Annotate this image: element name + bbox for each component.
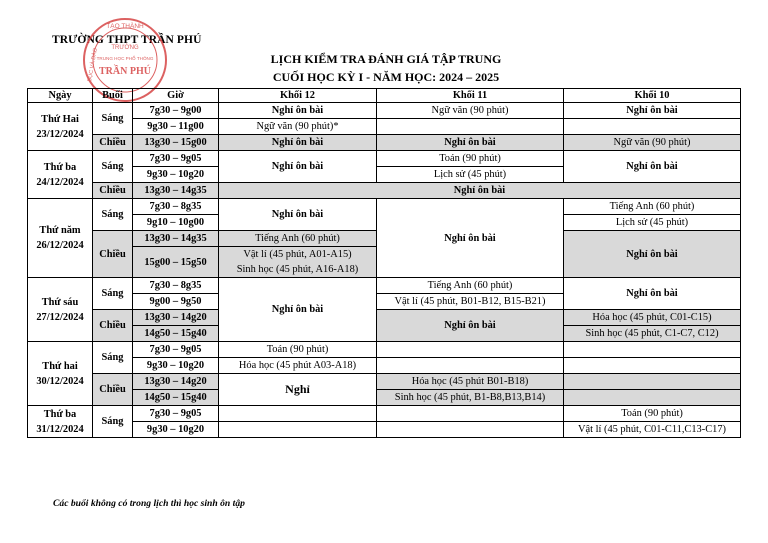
schedule-cell <box>564 358 741 374</box>
day-name: Thứ Hai <box>41 113 79 125</box>
day-name: Thứ năm <box>39 225 81 236</box>
table-row <box>28 310 741 326</box>
schedule-cell: Tiếng Anh (60 phút) <box>377 278 564 294</box>
table-row <box>28 374 741 390</box>
school-name: TRƯỜNG THPT TRẦN PHÚ <box>52 34 202 46</box>
table-row <box>28 103 741 119</box>
schedule-cell: Lịch sử (45 phút) <box>564 215 741 231</box>
time-cell: 13g30 – 14g20 <box>133 374 219 390</box>
day-cell <box>28 151 93 199</box>
table-row <box>28 406 741 422</box>
time-cell: 13g30 – 14g35 <box>133 231 219 247</box>
schedule-cell: Vật lí (45 phút, C01-C11,C13-C17) <box>564 422 741 438</box>
time-cell: 13g30 – 15g00 <box>133 135 219 151</box>
table-row <box>28 151 741 167</box>
session-cell: Sáng <box>93 342 133 374</box>
session-cell: Sáng <box>93 103 133 135</box>
schedule-cell <box>564 119 741 135</box>
day-cell <box>28 342 93 406</box>
schedule-cell: Nghỉ ôn bài <box>377 135 564 151</box>
seal-small-text: TRUNG HỌC PHỔ THÔNG <box>96 56 154 61</box>
schedule-cell: Nghỉ ôn bài <box>377 199 564 278</box>
session-cell: Chiều <box>93 183 133 199</box>
schedule-cell: Hóa học (45 phút, C01-C15) <box>564 310 741 326</box>
table-row <box>28 183 741 199</box>
time-cell: 13g30 – 14g35 <box>133 183 219 199</box>
schedule-cell <box>377 342 564 358</box>
exam-schedule-table <box>27 88 741 438</box>
time-cell: 7g30 – 8g35 <box>133 278 219 294</box>
schedule-cell: Nghỉ ôn bài <box>564 151 741 183</box>
schedule-cell: Nghỉ ôn bài <box>377 310 564 342</box>
schedule-cell: Nghỉ <box>219 374 377 406</box>
day-cell <box>28 278 93 342</box>
schedule-cell: Nghỉ ôn bài <box>564 231 741 278</box>
day-name: Thứ ba <box>43 408 77 420</box>
schedule-cell <box>219 422 377 438</box>
table-row <box>28 135 741 151</box>
schedule-cell: Nghỉ ôn bài <box>219 183 741 199</box>
time-cell: 7g30 – 9g05 <box>133 406 219 422</box>
session-cell: Chiều <box>93 135 133 151</box>
time-cell: 7g30 – 9g05 <box>133 342 219 358</box>
day-name: Thứ hai <box>42 360 78 372</box>
day-name: Thứ sáu <box>41 296 79 308</box>
schedule-cell: Toán (90 phút) <box>564 406 741 422</box>
time-cell: 15g00 – 15g50 <box>133 247 219 278</box>
header-grade-11: Khối 11 <box>377 89 564 103</box>
time-cell: 9g10 – 10g00 <box>133 215 219 231</box>
title-line-2: CUỐI HỌC KỲ I - NĂM HỌC: 2024 – 2025 <box>272 70 500 84</box>
schedule-cell <box>377 119 564 135</box>
seal-name-text: TRẦN PHÚ <box>99 66 151 77</box>
seal-middle-text: TRƯỜNG <box>111 45 139 51</box>
schedule-cell <box>219 406 377 422</box>
table-header-row <box>28 89 741 103</box>
seal-left-text: DỤC VÀ ĐÀO <box>87 47 99 83</box>
time-cell: 9g30 – 10g20 <box>133 422 219 438</box>
day-cell <box>28 406 93 438</box>
schedule-cell: Sinh học (45 phút, B1-B8,B13,B14) <box>377 390 564 406</box>
header-grade-12: Khối 12 <box>219 89 377 103</box>
footnote: Các buổi không có trong lịch thì học sinh ôn tập <box>53 498 245 509</box>
day-cell <box>28 103 93 151</box>
seal-top-text: TẠO THÀNH <box>106 23 144 30</box>
day-date: 27/12/2024 <box>36 311 84 323</box>
session-cell: Chiều <box>93 374 133 406</box>
session-cell: Sáng <box>93 278 133 310</box>
day-date: 24/12/2024 <box>36 176 84 188</box>
table-row <box>28 390 741 406</box>
time-cell: 13g30 – 14g20 <box>133 310 219 326</box>
table-row <box>28 278 741 294</box>
header-session: Buổi <box>93 89 133 103</box>
time-cell: 9g30 – 10g20 <box>133 167 219 183</box>
time-cell: 7g30 – 9g00 <box>133 103 219 119</box>
time-cell: 7g30 – 8g35 <box>133 199 219 215</box>
schedule-cell: Sinh học (45 phút, A16-A18) <box>219 262 377 278</box>
table-row <box>28 422 741 438</box>
table-row <box>28 199 741 215</box>
schedule-cell: Tiếng Anh (60 phút) <box>564 199 741 215</box>
schedule-cell: Nghỉ ôn bài <box>219 151 377 183</box>
time-cell: 14g50 – 15g40 <box>133 390 219 406</box>
day-date: 30/12/2024 <box>36 375 84 387</box>
schedule-cell: Lịch sử (45 phút) <box>377 167 564 183</box>
day-cell <box>28 199 93 278</box>
session-cell: Chiều <box>93 310 133 342</box>
header-grade-10: Khối 10 <box>564 89 741 103</box>
schedule-cell <box>377 422 564 438</box>
schedule-cell: Vật lí (45 phút, B01-B12, B15-B21) <box>377 294 564 310</box>
schedule-cell: Ngữ văn (90 phút)* <box>219 119 377 135</box>
time-cell: 9g30 – 10g20 <box>133 358 219 374</box>
schedule-cell <box>377 406 564 422</box>
schedule-cell: Tiếng Anh (60 phút) <box>219 231 377 247</box>
schedule-cell: Nghỉ ôn bài <box>219 103 377 119</box>
table-row <box>28 342 741 358</box>
time-cell: 9g00 – 9g50 <box>133 294 219 310</box>
day-date: 31/12/2024 <box>36 423 84 435</box>
schedule-cell: Toán (90 phút) <box>219 342 377 358</box>
time-cell: 9g30 – 11g00 <box>133 119 219 135</box>
table-row <box>28 119 741 135</box>
header-time: Giờ <box>133 89 219 103</box>
schedule-cell <box>377 358 564 374</box>
session-cell: Sáng <box>93 406 133 438</box>
time-cell: 14g50 – 15g40 <box>133 326 219 342</box>
schedule-cell <box>564 374 741 390</box>
time-cell: 7g30 – 9g05 <box>133 151 219 167</box>
schedule-cell: Nghỉ ôn bài <box>219 199 377 231</box>
schedule-cell: Ngữ văn (90 phút) <box>564 135 741 151</box>
schedule-cell: Nghỉ ôn bài <box>219 278 377 342</box>
day-date: 26/12/2024 <box>36 240 84 251</box>
schedule-cell: Ngữ văn (90 phút) <box>377 103 564 119</box>
schedule-cell: Nghỉ ôn bài <box>564 103 741 119</box>
schedule-cell: Nghỉ ôn bài <box>219 135 377 151</box>
table-row <box>28 358 741 374</box>
schedule-cell: Hóa học (45 phút A03-A18) <box>219 358 377 374</box>
schedule-cell: Toán (90 phút) <box>377 151 564 167</box>
schedule-cell: Nghỉ ôn bài <box>564 278 741 310</box>
schedule-cell: Sinh học (45 phút, C1-C7, C12) <box>564 326 741 342</box>
schedule-cell: Vật lí (45 phút, A01-A15) <box>219 247 377 263</box>
schedule-cell: Hóa học (45 phút B01-B18) <box>377 374 564 390</box>
day-name: Thứ ba <box>43 161 77 173</box>
session-cell: Sáng <box>93 199 133 231</box>
title-line-1: LỊCH KIỂM TRA ĐÁNH GIÁ TẬP TRUNG <box>270 52 502 66</box>
schedule-cell <box>564 390 741 406</box>
session-cell: Sáng <box>93 151 133 183</box>
schedule-cell <box>564 342 741 358</box>
day-date: 23/12/2024 <box>36 128 84 140</box>
session-cell: Chiều <box>93 231 133 278</box>
header-day: Ngày <box>28 89 93 103</box>
